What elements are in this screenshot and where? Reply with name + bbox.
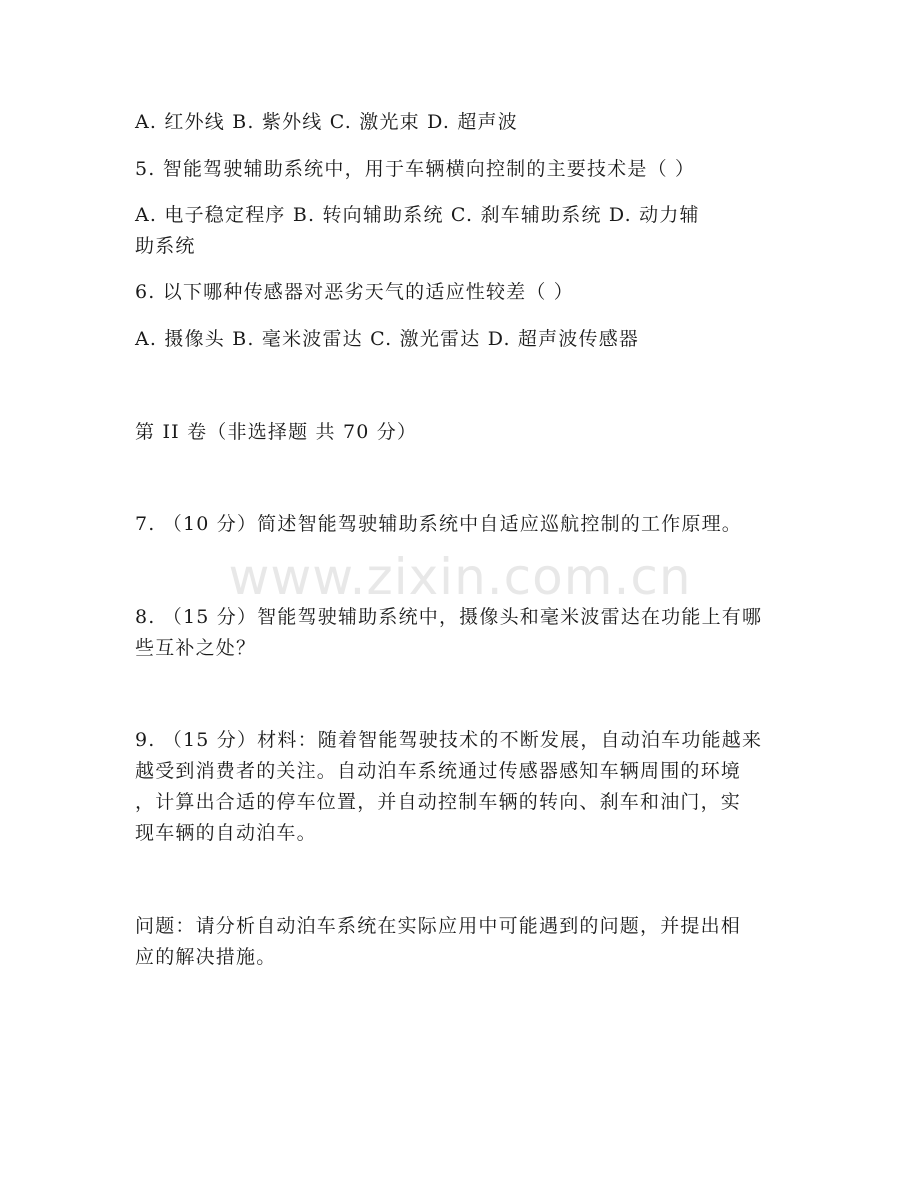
q9-line1: 9. （15 分）材料：随着智能驾驶技术的不断发展，自动泊车功能越来 (135, 729, 763, 751)
q8-line2: 些互补之处？ (135, 637, 257, 659)
q9-question-line2: 应的解决措施。 (135, 946, 277, 968)
q6-stem: 6. 以下哪种传感器对恶劣天气的适应性较差（ ） (135, 281, 575, 303)
q5-options-line1: A. 电子稳定程序 B. 转向辅助系统 C. 刹车辅助系统 D. 动力辅 (135, 204, 700, 226)
q9-question-line1: 问题：请分析自动泊车系统在实际应用中可能遇到的问题，并提出相 (135, 915, 742, 937)
q7-text: 7. （10 分）简述智能驾驶辅助系统中自适应巡航控制的工作原理。 (135, 513, 742, 535)
q9-line4: 现车辆的自动泊车。 (135, 822, 317, 844)
section-title: 第 II 卷（非选择题 共 70 分） (135, 421, 418, 443)
q4-options: A. 红外线 B. 紫外线 C. 激光束 D. 超声波 (135, 111, 518, 133)
q9-line3: ，计算出合适的停车位置，并自动控制车辆的转向、刹车和油门，实 (135, 791, 742, 813)
q5-stem: 5. 智能驾驶辅助系统中，用于车辆横向控制的主要技术是（ ） (135, 158, 696, 180)
q9-line2: 越受到消费者的关注。自动泊车系统通过传感器感知车辆周围的环境 (135, 760, 742, 782)
q5-options-line2: 助系统 (135, 235, 196, 257)
watermark: www.zixin.com.cn (228, 548, 692, 606)
q6-options: A. 摄像头 B. 毫米波雷达 C. 激光雷达 D. 超声波传感器 (135, 328, 640, 350)
q8-line1: 8. （15 分）智能驾驶辅助系统中，摄像头和毫米波雷达在功能上有哪 (135, 606, 763, 628)
